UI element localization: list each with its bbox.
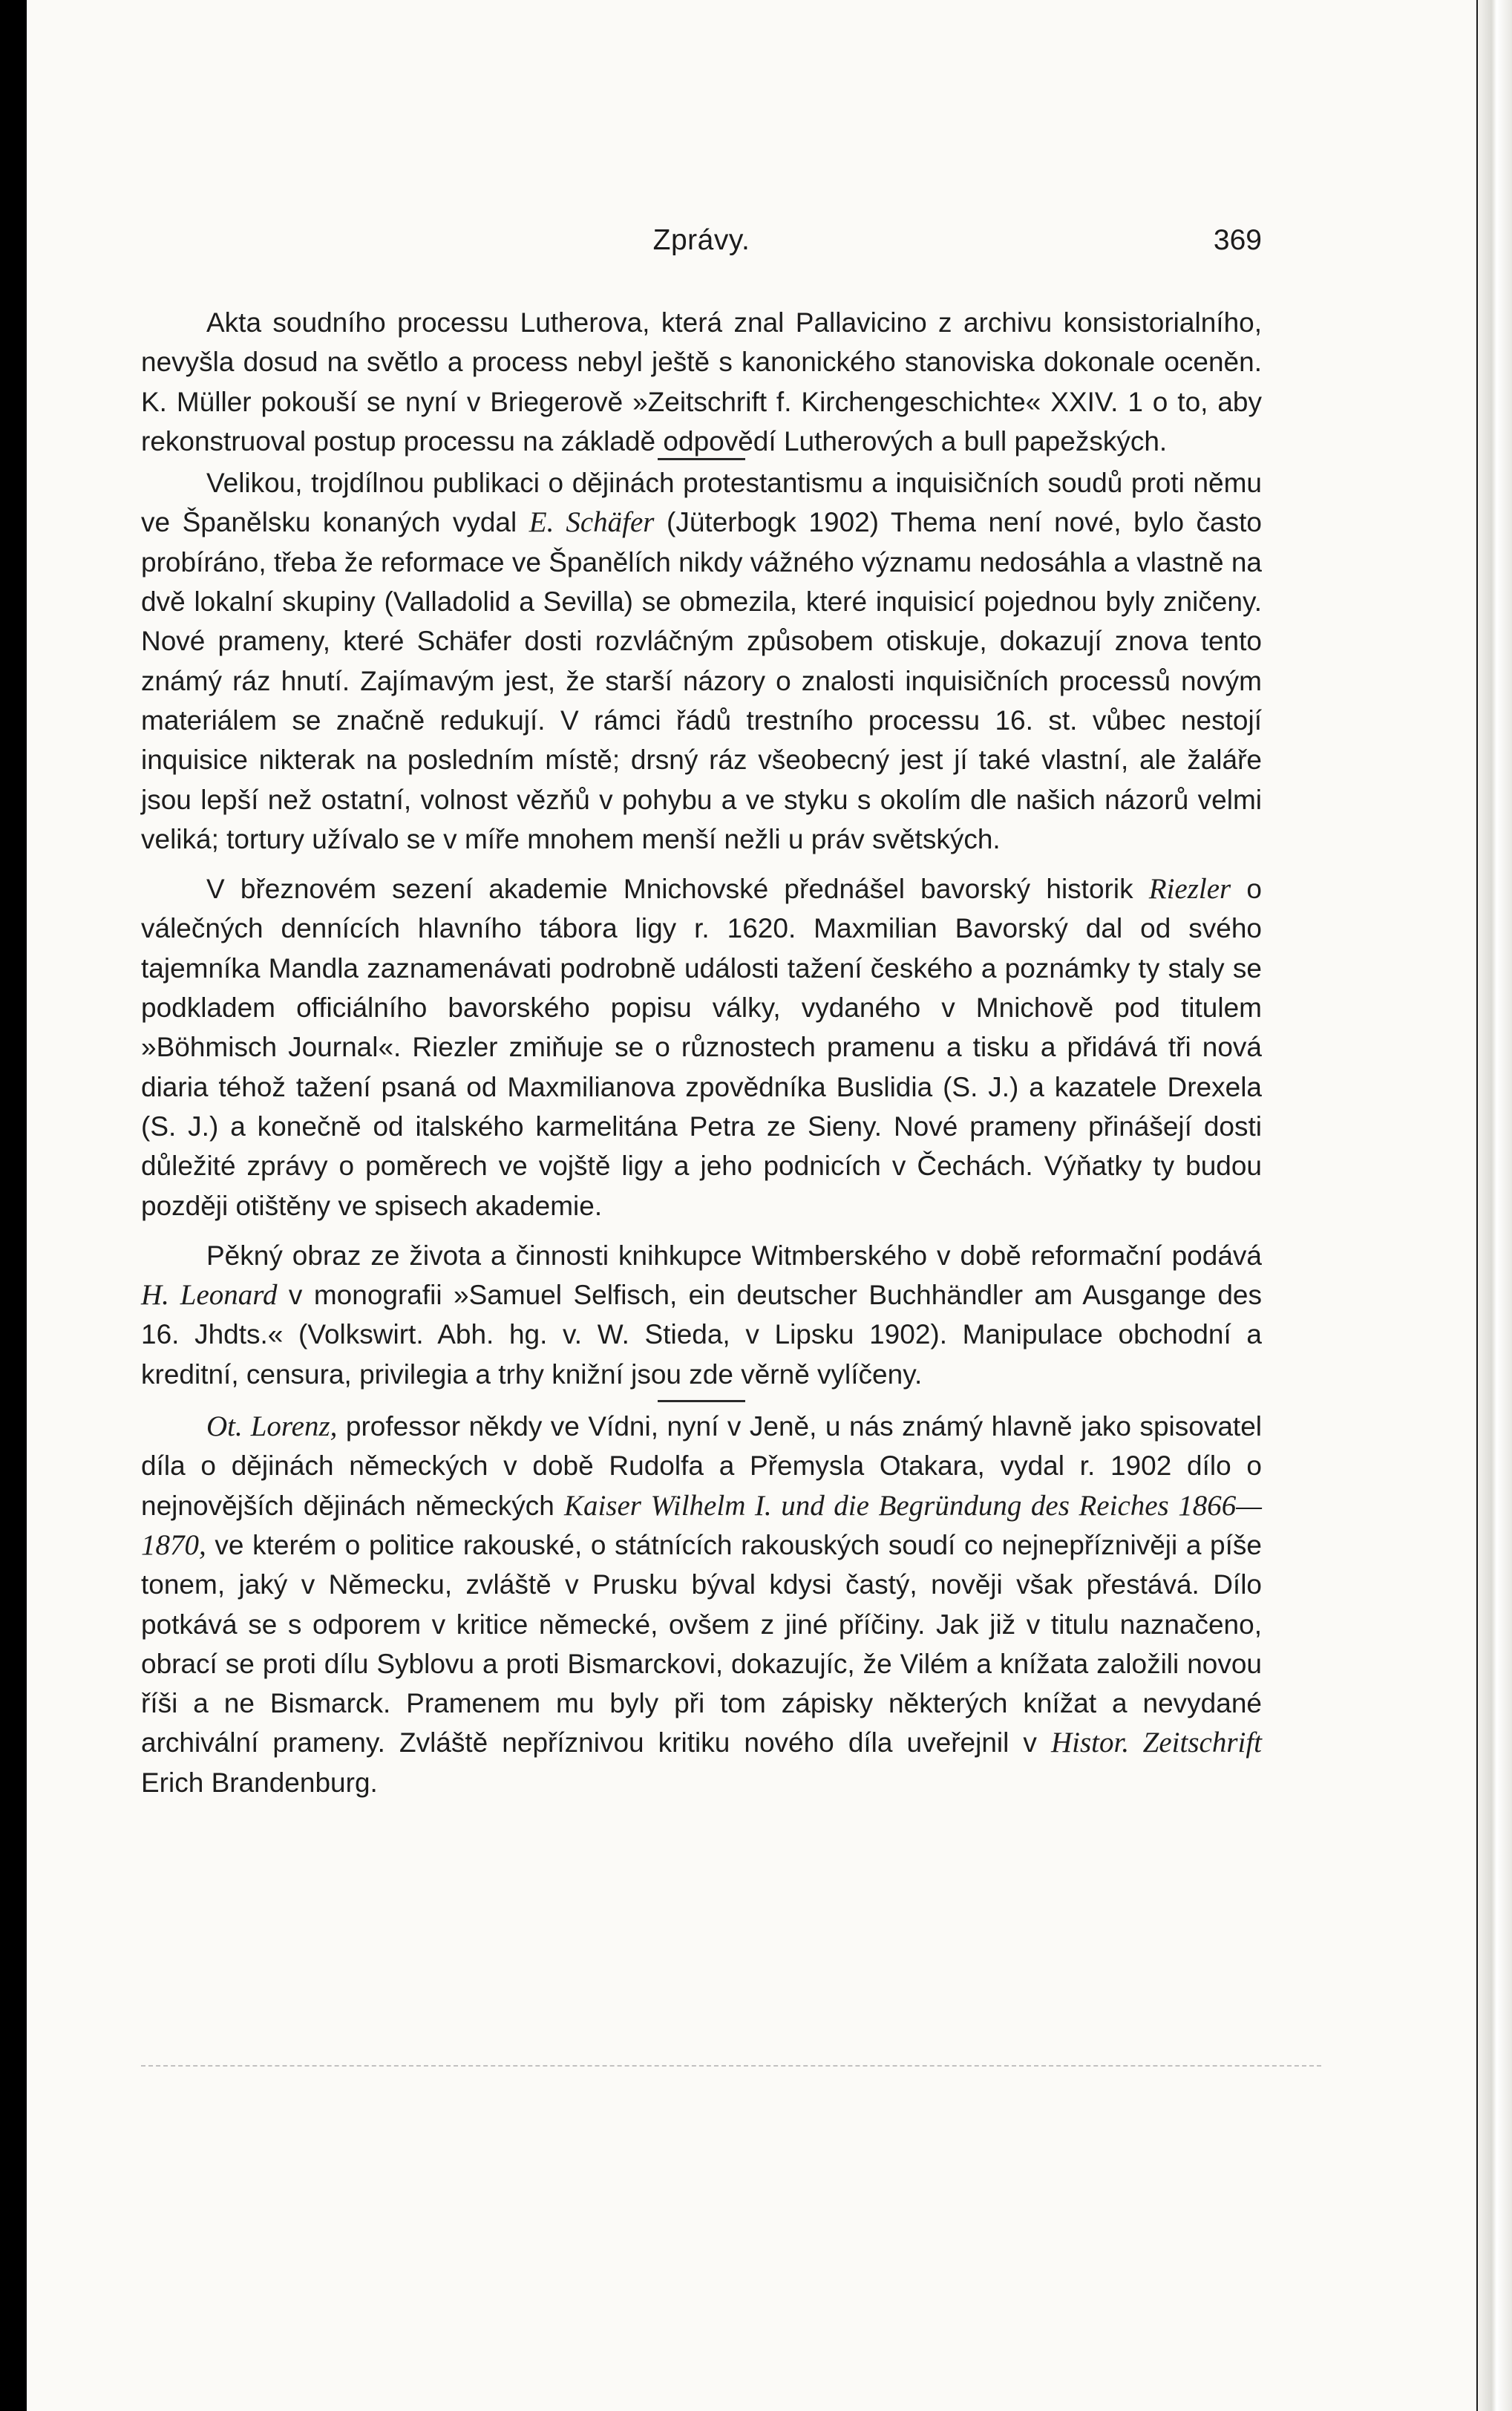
section-divider xyxy=(658,458,745,460)
paragraph-gap xyxy=(141,859,1262,869)
paragraph-gap xyxy=(141,1226,1262,1236)
paragraph-text: professor někdy ve Vídni, nyní v Jeně, u nás známý hlavně jako spisovatel díla o dějinách německých v době Rudolfa a Přemysla Otakara, vydal r. 1902 dílo o nejnovějších dějinách německých xyxy=(141,1411,1262,1521)
bottom-scan-rule xyxy=(141,2065,1321,2067)
paragraph-text: Velikou, trojdílnou publikaci o dějinách protestantismu a inquisičních soudů proti němu ve Španělsku konaných vydal xyxy=(141,468,1262,538)
author-name: E. Schäfer xyxy=(528,506,655,539)
paragraph-text: Erich Brandenburg. xyxy=(141,1767,378,1798)
section-divider xyxy=(658,1400,745,1402)
article-body xyxy=(141,303,1262,1802)
paragraph-luther-trial xyxy=(141,303,1262,461)
paragraph-text: o válečných dennících hlavního tábora ligy r. 1620. Maxmilian Bavorský dal od svého tajemníka Mandla zaznamenávati podrobně události tažení českého a poznámky ty staly se podkladem officiálního bavorského popisu války, vydaného v Mnichově pod titulem »Böhmisch Journal«. Riezler zmiňuje se o různostech pramenu a tisku a přidává tři nová diaria téhož tažení psaná od Maxmilianova zpovědníka Buslidia (S. J.) a kazatele Drexela (S. J.) a konečně od italského karmelitána Petra ze Sieny. Nové prameny přinášejí dosti důležité zprávy o poměrech ve vojště ligy a jeho podnicích v Čechách. Výňatky ty budou později otištěny ve spisech akademie. xyxy=(141,874,1262,1221)
page-edge-strip xyxy=(1476,0,1512,2411)
paragraph-text: Pěkný obraz ze života a činnosti knihkupce Witmberského v době reformační podává xyxy=(206,1240,1262,1271)
page-header xyxy=(141,224,1262,263)
paragraph-lorenz-review xyxy=(141,1407,1262,1802)
book-title: Kaiser Wilhelm I. und die Begründung des Reiches 1866—1870, xyxy=(141,1489,1262,1561)
author-name: Riezler xyxy=(1148,873,1231,906)
running-head: Zprávy. xyxy=(652,224,750,256)
author-name: Ot. Lorenz, xyxy=(206,1410,338,1443)
journal-title: Histor. Zeitschrift xyxy=(1051,1727,1263,1759)
paragraph-text: V březnovém sezení akademie Mnichovské přednášel bavorský historik xyxy=(206,874,1149,905)
paragraph-text: ve kterém o politice rakouské, o státnících rakouských soudí co nejnepříznivěji a píše tonem, jaký v Německu, zvláště v Prusku býval kdysi častý, nověji však přestává. Dílo potkává se s odporem v kritice německé, ovšem z jiné příčiny. Jak již v titulu naznačeno, obrací se proti dílu Syblovu a proti Bismarckovi, dokazujíc, že Vilém a knížata založili novou říši a ne Bismarck. Pramenem mu byly při tom zápisky některých knížat a nevydané archivální prameny. Zvláště nepříznivou kritiku nového díla uveřejnil v xyxy=(141,1529,1262,1759)
paragraph-text: (Jüterbogk 1902) Thema není nové, bylo často probíráno, třeba že reformace ve Španělích nikdy vážného významu nedosáhla a vlastně na dvě lokalní skupiny (Valladolid a Sevilla) se obmezila, které inquisicí pojednou byly zničeny. Nové prameny, které Schäfer dosti rozvláčným způsobem otiskuje, dokazují znova tento známý ráz hnutí. Zajímavým jest, že starší názory o znalosti inquisičních processů novým materiálem se značně redukují. V rámci řádů trestního processu 16. st. vůbec nestojí inquisice nikterak na posledním místě; drsný ráz všeobecný jest jí také vlastní, ale žaláře jsou lepší než ostatní, volnost vězňů v pohybu a ve styku s okolím dle našich názorů velmi veliká; tortury užívalo se v míře mnohem menší nežli u práv světských. xyxy=(141,507,1262,854)
paragraph-leonard-bookseller xyxy=(141,1236,1262,1394)
paragraph-text: v monografii »Samuel Selfisch, ein deutscher Buchhändler am Ausgange des 16. Jhdts.« (Volkswirt. Abh. hg. v. W. Stieda, v Lipsku 1902). Manipulace obchodní a kreditní, censura, privilegia a trhy knižní jsou zde věrně vylíčeny. xyxy=(141,1280,1262,1390)
author-name: H. Leonard xyxy=(141,1279,278,1312)
paragraph-schafer-inquisition xyxy=(141,463,1262,859)
paragraph-riezler-diaries xyxy=(141,869,1262,1226)
paragraph-text: Akta soudního processu Lutherova, která znal Pallavicino z archivu konsistorialního, nevyšla dosud na světlo a process nebyl ještě s kanonického stanoviska dokonale oceněn. K. Müller pokouší se nyní v Briegerově »Zeitschrift f. Kirchengeschichte« XXIV. 1 o to, aby rekonstruoval postup processu na základě odpovědí Lutherových a bull papežských. xyxy=(141,307,1262,457)
page-number: 369 xyxy=(1213,224,1262,256)
